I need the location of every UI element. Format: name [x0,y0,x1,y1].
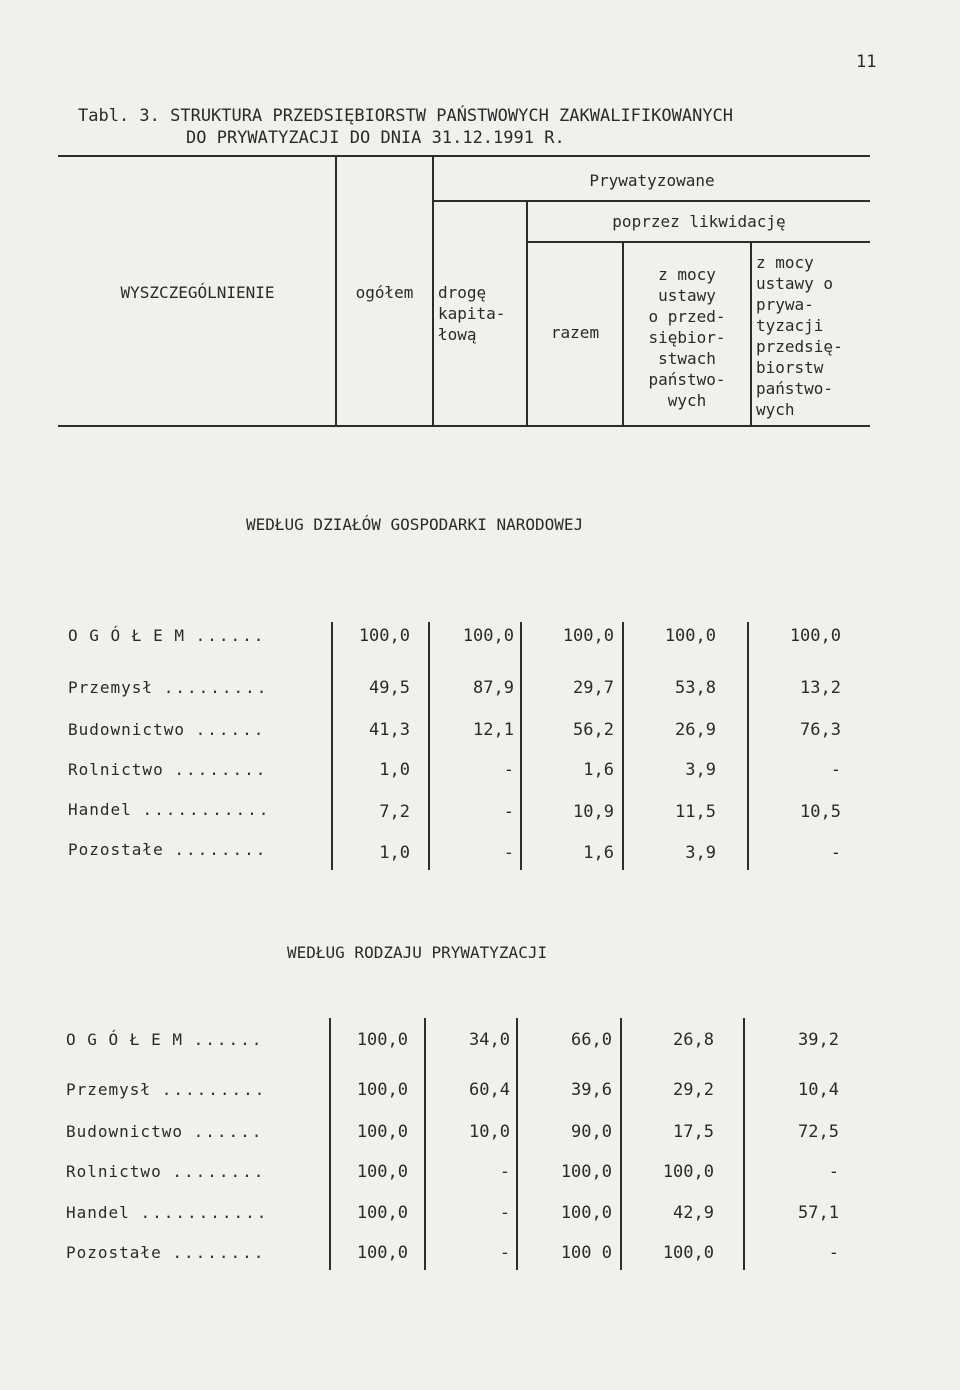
cell: 13,2 [800,678,841,698]
cell: 1,6 [583,843,614,863]
row-label: Budownictwo ...... [68,720,266,739]
cell: 100 0 [560,1243,612,1263]
cell: 72,5 [798,1122,839,1142]
table-title-line2: DO PRYWATYZACJI DO DNIA 31.12.1991 R. [186,128,565,148]
cell: 1,6 [583,760,614,780]
cell: 34,0 [469,1030,510,1050]
cell: 12,1 [473,720,514,740]
cell: 10,4 [798,1080,839,1100]
cell: 10,5 [800,802,841,822]
cell: - [828,1162,839,1182]
row-label: Przemysł ......... [68,678,269,697]
cell: 10,9 [573,802,614,822]
row-label: Rolnictwo ........ [68,760,268,779]
cell: 7,2 [379,802,410,822]
cell: 26,8 [673,1030,714,1050]
cell: 42,9 [673,1203,714,1223]
cell: 76,3 [800,720,841,740]
cell: 100,0 [356,1243,408,1263]
cell: 100,0 [562,626,614,646]
header-razem: razem [550,323,600,342]
cell: 90,0 [571,1122,612,1142]
row-label: O G Ó Ł E M ...... [68,626,266,645]
cell: - [499,1162,510,1182]
cell: 29,7 [573,678,614,698]
cell: 100,0 [358,626,410,646]
cell: 41,3 [369,720,410,740]
section2-title: WEDŁUG RODZAJU PRYWATYZACJI [287,943,548,962]
cell: 100,0 [356,1122,408,1142]
cell: 10,0 [469,1122,510,1142]
row-label: Handel ........... [66,1203,269,1222]
cell: - [503,760,514,780]
cell: 100,0 [664,626,716,646]
cell: 100,0 [356,1080,408,1100]
row-label: Przemysł ......... [66,1080,267,1099]
cell: 39,6 [571,1080,612,1100]
row-label: Budownictwo ...... [66,1122,264,1141]
cell: 87,9 [473,678,514,698]
cell: 17,5 [673,1122,714,1142]
header-wyszczegolnienie: WYSZCZEGÓLNIENIE [120,283,275,302]
cell: - [499,1243,510,1263]
cell: 39,2 [798,1030,839,1050]
cell: 49,5 [369,678,410,698]
row-label: O G Ó Ł E M ...... [66,1030,264,1049]
cell: 53,8 [675,678,716,698]
row-label: Rolnictwo ........ [66,1162,266,1181]
cell: 56,2 [573,720,614,740]
cell: 1,0 [379,760,410,780]
cell: 100,0 [662,1243,714,1263]
cell: 100,0 [356,1030,408,1050]
cell: 29,2 [673,1080,714,1100]
header-ogolem: ogółem [355,283,414,302]
header-kapitalowa: drogę kapita- łową [438,283,506,344]
cell: 100,0 [560,1203,612,1223]
cell: 100,0 [560,1162,612,1182]
cell: - [828,1243,839,1263]
row-label: Pozostałe ........ [68,840,268,859]
cell: 100,0 [356,1203,408,1223]
cell: 100,0 [462,626,514,646]
cell: 3,9 [685,760,716,780]
header-ustawa-prywatyzacja: z mocy ustawy o prywa- tyzacji przedsię- biorstw państwo- wych [756,253,843,419]
cell: 11,5 [675,802,716,822]
header-ustawa-przedsiebiorstwa: z mocy ustawy o przed- siębior- stwach państwo- wych [648,265,726,410]
cell: 100,0 [789,626,841,646]
header-likwidacja: poprzez likwidację [612,212,786,231]
cell: 3,9 [685,843,716,863]
row-label: Pozostałe ........ [66,1243,266,1262]
cell: 100,0 [356,1162,408,1182]
cell: - [499,1203,510,1223]
table-title-line1: Tabl. 3. STRUKTURA PRZEDSIĘBIORSTW PAŃSTWOWYCH ZAKWALIFIKOWANYCH [78,106,734,126]
cell: - [503,843,514,863]
row-label: Handel ........... [68,800,271,819]
cell: - [503,802,514,822]
cell: 26,9 [675,720,716,740]
page-number: 11 [856,52,877,72]
cell: 100,0 [662,1162,714,1182]
cell: 66,0 [571,1030,612,1050]
cell: 60,4 [469,1080,510,1100]
section1-title: WEDŁUG DZIAŁÓW GOSPODARKI NARODOWEJ [246,515,584,534]
cell: 1,0 [379,843,410,863]
cell: 57,1 [798,1203,839,1223]
cell: - [830,843,841,863]
header-prywatyzowane: Prywatyzowane [589,171,715,190]
cell: - [830,760,841,780]
